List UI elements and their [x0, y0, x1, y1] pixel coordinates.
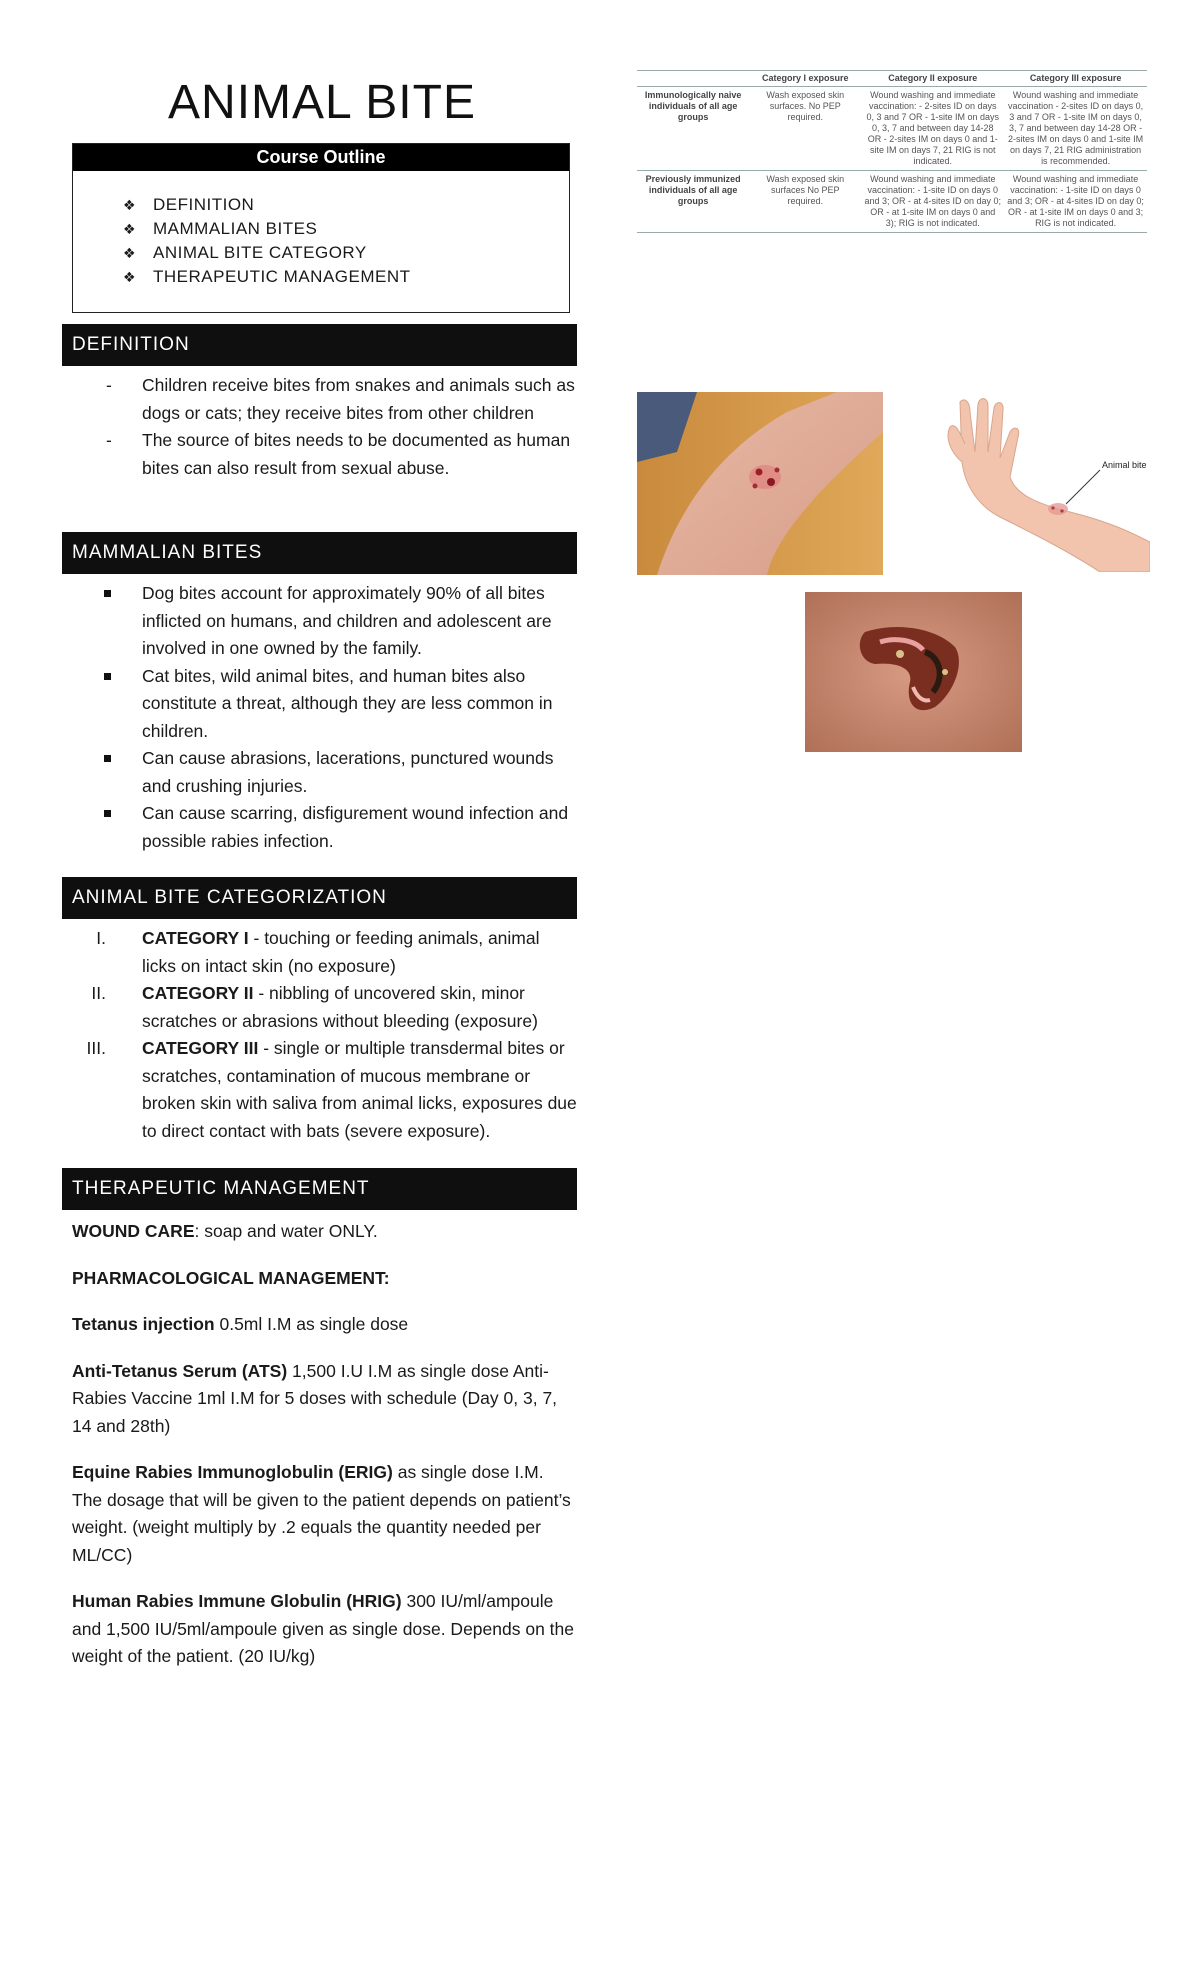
mammalian-bites-list	[72, 580, 577, 855]
square-bullet-icon	[104, 755, 111, 762]
list-item: Cat bites, wild animal bites, and human bites also constitute a threat, although they are less common in children.	[72, 663, 577, 746]
square-bullet-icon	[104, 590, 111, 597]
wound-care-paragraph: WOUND CARE: soap and water ONLY.	[72, 1221, 378, 1241]
list-item: II. CATEGORY II - nibbling of uncovered skin, minor scratches or abrasions without bleeding (exposure)	[91, 983, 538, 1031]
square-bullet-icon	[104, 673, 111, 680]
management-body	[72, 1218, 577, 1690]
categorization-heading: ANIMAL BITE CATEGORIZATION	[62, 877, 577, 919]
diamond-bullet-icon: ❖	[123, 197, 137, 213]
outline-item: ❖ ANIMAL BITE CATEGORY	[123, 241, 569, 265]
pharmacological-heading: PHARMACOLOGICAL MANAGEMENT:	[72, 1267, 390, 1288]
list-item: - Children receive bites from snakes and animals such as dogs or cats; they receive bites from other children	[106, 375, 575, 423]
list-item: I. CATEGORY I - touching or feeding animals, animal licks on intact skin (no exposure)	[96, 928, 540, 976]
table-header-row: Category I exposure Category II exposure Category III exposure	[637, 71, 1147, 87]
square-bullet-icon	[104, 810, 111, 817]
course-outline-list	[73, 171, 569, 289]
list-item: III. CATEGORY III - single or multiple transdermal bites or scratches, contamination of mucous membrane or broken skin with saliva from animal licks, exposures due to direct contact with bats (severe exposure).	[86, 1038, 577, 1141]
definition-heading: DEFINITION	[62, 324, 577, 366]
ats-paragraph: Anti-Tetanus Serum (ATS) 1,500 I.U I.M as single dose Anti-Rabies Vaccine 1ml I.M for 5 doses with schedule (Day 0, 3, 7, 14 and 28th)	[72, 1360, 558, 1436]
therapeutic-management-heading: THERAPEUTIC MANAGEMENT	[62, 1168, 577, 1210]
tetanus-paragraph: Tetanus injection 0.5ml I.M as single dose	[72, 1314, 409, 1334]
list-item: - The source of bites needs to be documented as human bites can also result from sexual abuse.	[106, 430, 571, 478]
course-outline-box	[72, 143, 570, 313]
list-item: Dog bites account for approximately 90% of all bites inflicted on humans, and children and adolescent are involved in one owned by the family.	[72, 580, 577, 663]
bite-wound-photo	[637, 392, 883, 575]
hand-bite-illustration	[920, 392, 1150, 572]
animal-bite-label: Animal bite	[1102, 460, 1147, 470]
erig-paragraph: Equine Rabies Immunoglobulin (ERIG) as single dose I.M. The dosage that will be given to the patient depends on patient’s weight. (weight multiply by .2 equals the quantity needed per ML/CC)	[72, 1462, 571, 1565]
course-outline-header: Course Outline	[73, 144, 569, 171]
outline-item: ❖ MAMMALIAN BITES	[123, 217, 569, 241]
list-item: Can cause abrasions, lacerations, punctured wounds and crushing injuries.	[72, 745, 577, 800]
exposure-table	[637, 70, 1147, 233]
outline-item: ❖ THERAPEUTIC MANAGEMENT	[123, 265, 569, 289]
page-title: ANIMAL BITE	[168, 76, 476, 129]
list-item: Can cause scarring, disfigurement wound infection and possible rabies infection.	[72, 800, 577, 855]
table-row: Previously immunized individuals of all age groups Wash exposed skin surfaces No PEP required. Wound washing and immediate vaccination: - 1-site ID on days 0 and 3; OR - at 4-sites ID on day 0; OR - at 1-site IM on days 0 and 3); RIG is not indicated. Wound washing and immediate vaccination: - 1-site ID on days 0 and 3; OR - at 4-sites ID on day 0; OR - at 1-site IM on days 0 and 3; RIG is not indicated.	[637, 171, 1147, 233]
table-row: Immunologically naive individuals of all age groups Wash exposed skin surfaces. No PEP required. Wound washing and immediate vaccination: - 2-sites ID on days 0, 3 and 7 OR - 1-site IM on days 0, 3, 7 and between day 14-28 OR - 2-sites IM on days 0 and 1-site IM on days 7, 21 RIG is not indicated. Wound washing and immediate vaccination - 2-sites ID on days 0, 3 and 7 OR - 1-site IM on days 0, 3, 7 and between day 14-28 OR - 2-sites IM on days 0 and 1-site IM on days 7, 21 RIG administration is recommended.	[644, 90, 1144, 166]
diamond-bullet-icon: ❖	[123, 245, 137, 261]
infected-wound-photo	[805, 592, 1022, 752]
mammalian-bites-heading: MAMMALIAN BITES	[62, 532, 577, 574]
definition-list	[72, 372, 577, 482]
diamond-bullet-icon: ❖	[123, 221, 137, 237]
outline-item: ❖ DEFINITION	[123, 193, 569, 217]
hrig-paragraph: Human Rabies Immune Globulin (HRIG) 300 IU/ml/ampoule and 1,500 IU/5ml/ampoule given as single dose. Depends on the weight of the patient. (20 IU/kg)	[72, 1591, 574, 1666]
diamond-bullet-icon: ❖	[123, 269, 137, 285]
categorization-list	[72, 925, 577, 1145]
